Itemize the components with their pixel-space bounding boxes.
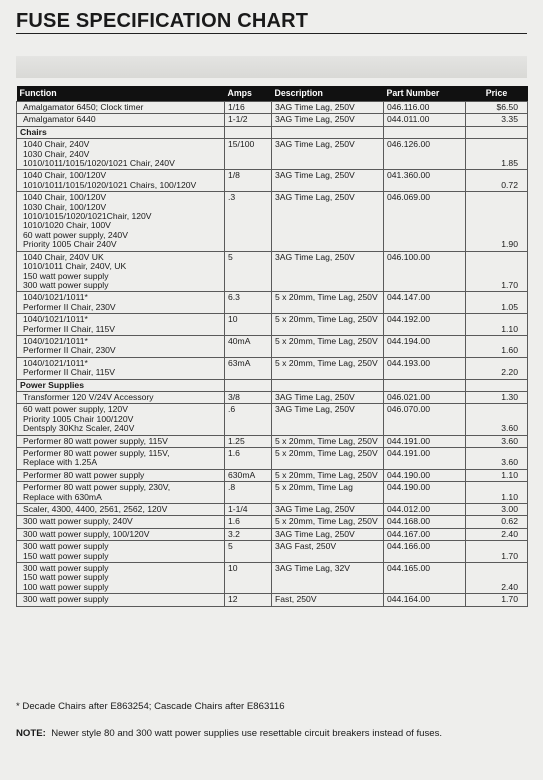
- cell-function: [17, 482, 225, 504]
- cell-price: 1.70: [466, 541, 528, 563]
- section-row: [17, 126, 528, 138]
- cell-function: [17, 404, 225, 435]
- fuse-spec-table: [16, 86, 528, 607]
- cell-function: [17, 435, 225, 447]
- cell-part-number: 044.194.00: [384, 335, 466, 357]
- function-line: Performer 80 watt power supply: [23, 469, 145, 480]
- cell-function: [17, 594, 225, 606]
- table-row: [17, 292, 528, 314]
- table-row: [17, 139, 528, 170]
- cell-amps: 1/16: [225, 102, 272, 114]
- table-row: [17, 594, 528, 606]
- cell-description: Fast, 250V: [272, 594, 384, 606]
- cell-description: 5 x 20mm, Time Lag, 250V: [272, 314, 384, 336]
- table-row: [17, 504, 528, 516]
- cell-price: 1.05: [466, 292, 528, 314]
- cell-function: [17, 335, 225, 357]
- cell-price: 0.72: [466, 170, 528, 192]
- function-line: Performer 80 watt power supply, 115V,: [23, 448, 170, 458]
- cell-description: 3AG Time Lag, 250V: [272, 504, 384, 516]
- function-line: 300 watt power supply: [23, 279, 109, 290]
- column-header-price: Price: [466, 86, 528, 102]
- function-line: Performer 80 watt power supply, 230V,: [23, 482, 171, 493]
- cell-part-number: 044.164.00: [384, 594, 466, 606]
- cell-function: [17, 528, 225, 540]
- cell-description: 3AG Time Lag, 250V: [272, 114, 384, 126]
- cell-description: 3AG Fast, 250V: [272, 541, 384, 563]
- function-line: Performer II Chair, 230V: [23, 301, 116, 312]
- cell-price: 1.30: [466, 391, 528, 403]
- cell-function: [17, 469, 225, 481]
- cell-description: 3AG Time Lag, 250V: [272, 192, 384, 251]
- cell-price: 3.60: [466, 404, 528, 435]
- column-header-amps: Amps: [225, 86, 272, 102]
- table-row: [17, 469, 528, 481]
- function-line: 1040 Chair, 240V: [23, 139, 90, 150]
- cell-price: 1.10: [466, 314, 528, 336]
- cell-function: [17, 541, 225, 563]
- function-line: Transformer 120 V/24V Accessory: [23, 391, 154, 402]
- cell-amps: 10: [225, 563, 272, 594]
- section-label: Power Supplies: [17, 379, 225, 391]
- empty-cell: [272, 126, 384, 138]
- table-row: [17, 335, 528, 357]
- empty-cell: [466, 126, 528, 138]
- cell-description: 3AG Time Lag, 250V: [272, 391, 384, 403]
- cell-description: 3AG Time Lag, 250V: [272, 170, 384, 192]
- column-header-description: Description: [272, 86, 384, 102]
- function-line: 1040 Chair, 100/120V: [23, 170, 107, 181]
- cell-part-number: 044.193.00: [384, 357, 466, 379]
- cell-part-number: 044.191.00: [384, 435, 466, 447]
- cell-function: [17, 192, 225, 251]
- table-row: [17, 192, 528, 251]
- function-line: 1010/1011/1015/1020/1021 Chairs, 100/120V: [23, 179, 197, 190]
- section-row: [17, 379, 528, 391]
- table-row: [17, 314, 528, 336]
- cell-description: 3AG Time Lag, 250V: [272, 404, 384, 435]
- cell-description: 5 x 20mm, Time Lag, 250V: [272, 469, 384, 481]
- cell-part-number: 044.012.00: [384, 504, 466, 516]
- cell-part-number: 041.360.00: [384, 170, 466, 192]
- function-line: Priority 1005 Chair 100/120V: [23, 413, 134, 424]
- table-row: [17, 563, 528, 594]
- cell-part-number: 046.100.00: [384, 251, 466, 292]
- cell-function: [17, 563, 225, 594]
- page-title: FUSE SPECIFICATION CHART: [16, 10, 309, 32]
- table-body: [17, 102, 528, 607]
- function-line: 60 watt power supply, 120V: [23, 404, 128, 415]
- cell-price: 1.90: [466, 192, 528, 251]
- empty-cell: [272, 379, 384, 391]
- note: [16, 728, 442, 739]
- title-divider: [16, 33, 527, 34]
- function-line: Performer 80 watt power supply, 115V: [23, 435, 168, 446]
- table-row: [17, 448, 528, 470]
- function-line: 1030 Chair, 240V: [23, 148, 90, 159]
- note-text: Newer style 80 and 300 watt power supplies use resettable circuit breakers instead of fuses.: [51, 728, 443, 739]
- cell-part-number: 044.167.00: [384, 528, 466, 540]
- function-line: 1010/1011 Chair, 240V, UK: [23, 261, 127, 272]
- cell-description: 5 x 20mm, Time Lag, 250V: [272, 357, 384, 379]
- cell-function: [17, 170, 225, 192]
- table-row: [17, 357, 528, 379]
- cell-function: [17, 292, 225, 314]
- cell-part-number: 046.069.00: [384, 192, 466, 251]
- cell-amps: 5: [225, 251, 272, 292]
- cell-amps: 1.25: [225, 435, 272, 447]
- cell-price: $6.50: [466, 102, 528, 114]
- function-line: 100 watt power supply: [23, 581, 109, 592]
- table-row: [17, 541, 528, 563]
- cell-price: 1.70: [466, 251, 528, 292]
- table-row: [17, 114, 528, 126]
- table-header-row: [17, 86, 528, 102]
- cell-description: 5 x 20mm, Time Lag: [272, 482, 384, 504]
- cell-description: 5 x 20mm, Time Lag, 250V: [272, 435, 384, 447]
- cell-amps: .3: [225, 192, 272, 251]
- cell-price: 3.35: [466, 114, 528, 126]
- cell-function: [17, 357, 225, 379]
- function-line: Performer II Chair, 115V: [23, 323, 116, 334]
- function-line: 300 watt power supply: [23, 563, 109, 574]
- cell-part-number: 044.147.00: [384, 292, 466, 314]
- function-line: Performer II Chair, 230V: [23, 345, 116, 356]
- function-line: 1030 Chair, 100/120V: [23, 201, 107, 212]
- cell-price: 1.70: [466, 594, 528, 606]
- cell-function: [17, 516, 225, 528]
- cell-part-number: 046.070.00: [384, 404, 466, 435]
- note-label: NOTE:: [16, 728, 46, 739]
- cell-description: 5 x 20mm, Time Lag, 250V: [272, 516, 384, 528]
- function-line: Performer II Chair, 115V: [23, 367, 116, 378]
- cell-description: 5 x 20mm, Time Lag, 250V: [272, 448, 384, 470]
- cell-amps: 630mA: [225, 469, 272, 481]
- cell-part-number: 044.168.00: [384, 516, 466, 528]
- cell-amps: 15/100: [225, 139, 272, 170]
- function-line: Replace with 1.25A: [23, 457, 98, 468]
- function-line: 300 watt power supply, 100/120V: [23, 528, 150, 539]
- table-row: [17, 404, 528, 435]
- cell-function: [17, 391, 225, 403]
- cell-description: 3AG Time Lag, 250V: [272, 139, 384, 170]
- cell-amps: 1/8: [225, 170, 272, 192]
- cell-price: 2.40: [466, 563, 528, 594]
- cell-description: 3AG Time Lag, 250V: [272, 251, 384, 292]
- function-line: Amalgamator 6450; Clock timer: [23, 102, 144, 112]
- cell-part-number: 044.165.00: [384, 563, 466, 594]
- cell-part-number: 044.166.00: [384, 541, 466, 563]
- function-line: 1040/1021/1011*: [23, 314, 88, 325]
- function-line: 1010/1015/1020/1021Chair, 120V: [23, 211, 152, 222]
- table-row: [17, 516, 528, 528]
- table-row: [17, 528, 528, 540]
- function-line: 1040/1021/1011*: [23, 292, 88, 303]
- cell-amps: 10: [225, 314, 272, 336]
- function-line: 1040/1021/1011*: [23, 357, 88, 368]
- cell-part-number: 044.191.00: [384, 448, 466, 470]
- function-line: 1040/1021/1011*: [23, 335, 88, 346]
- function-line: 1040 Chair, 240V UK: [23, 251, 104, 262]
- cell-amps: 63mA: [225, 357, 272, 379]
- cell-part-number: 046.021.00: [384, 391, 466, 403]
- cell-price: 1.60: [466, 335, 528, 357]
- function-line: 300 watt power supply: [23, 594, 109, 605]
- cell-price: 3.60: [466, 435, 528, 447]
- cell-part-number: 044.192.00: [384, 314, 466, 336]
- table-row: [17, 251, 528, 292]
- function-line: 1010/1011/1015/1020/1021 Chair, 240V: [23, 158, 175, 169]
- function-line: Scaler, 4300, 4400, 2561, 2562, 120V: [23, 504, 168, 515]
- cell-function: [17, 114, 225, 126]
- cell-amps: 1.6: [225, 516, 272, 528]
- function-line: 60 watt power supply, 240V: [23, 229, 128, 240]
- empty-cell: [384, 379, 466, 391]
- cell-price: 1.85: [466, 139, 528, 170]
- column-header-part-number: Part Number: [384, 86, 466, 102]
- cell-price: 3.60: [466, 448, 528, 470]
- function-line: Priority 1005 Chair 240V: [23, 239, 117, 250]
- function-line: 1010/1020 Chair, 100V: [23, 220, 111, 231]
- table-row: [17, 435, 528, 447]
- table-row: [17, 391, 528, 403]
- cell-amps: 1-1/4: [225, 504, 272, 516]
- cell-function: [17, 251, 225, 292]
- function-line: 1040 Chair, 100/120V: [23, 192, 107, 203]
- function-line: 300 watt power supply: [23, 541, 109, 552]
- table-row: [17, 482, 528, 504]
- cell-price: 3.00: [466, 504, 528, 516]
- cell-amps: 5: [225, 541, 272, 563]
- cell-description: 3AG Time Lag, 250V: [272, 528, 384, 540]
- bleed-through-strip: [16, 56, 527, 78]
- empty-cell: [225, 379, 272, 391]
- cell-price: 0.62: [466, 516, 528, 528]
- cell-price: 2.40: [466, 528, 528, 540]
- cell-description: 3AG Time Lag, 250V: [272, 102, 384, 114]
- cell-amps: 40mA: [225, 335, 272, 357]
- cell-part-number: 044.190.00: [384, 482, 466, 504]
- function-line: 300 watt power supply, 240V: [23, 516, 133, 527]
- cell-price: 1.10: [466, 482, 528, 504]
- section-label: Chairs: [17, 126, 225, 138]
- function-line: Dentsply 30Khz Scaler, 240V: [23, 423, 135, 434]
- cell-amps: .8: [225, 482, 272, 504]
- cell-part-number: 044.011.00: [384, 114, 466, 126]
- footnote: * Decade Chairs after E863254; Cascade Chairs after E863116: [16, 701, 285, 712]
- cell-function: [17, 102, 225, 114]
- cell-part-number: 044.190.00: [384, 469, 466, 481]
- cell-price: 1.10: [466, 469, 528, 481]
- cell-part-number: 046.116.00: [384, 102, 466, 114]
- cell-function: [17, 314, 225, 336]
- empty-cell: [384, 126, 466, 138]
- column-header-function: Function: [17, 86, 225, 102]
- cell-description: 3AG Time Lag, 32V: [272, 563, 384, 594]
- cell-amps: 6.3: [225, 292, 272, 314]
- cell-description: 5 x 20mm, Time Lag, 250V: [272, 335, 384, 357]
- table-row: [17, 170, 528, 192]
- cell-function: [17, 504, 225, 516]
- cell-amps: .6: [225, 404, 272, 435]
- function-line: Amalgamator 6440: [23, 114, 96, 125]
- cell-function: [17, 139, 225, 170]
- cell-amps: 1.6: [225, 448, 272, 470]
- function-line: 150 watt power supply: [23, 550, 109, 561]
- cell-amps: 1-1/2: [225, 114, 272, 126]
- table-row: [17, 102, 528, 114]
- function-line: Replace with 630mA: [23, 491, 102, 502]
- function-line: 150 watt power supply: [23, 270, 109, 281]
- cell-amps: 3/8: [225, 391, 272, 403]
- function-line: 150 watt power supply: [23, 572, 109, 583]
- cell-description: 5 x 20mm, Time Lag, 250V: [272, 292, 384, 314]
- cell-part-number: 046.126.00: [384, 139, 466, 170]
- cell-amps: 3.2: [225, 528, 272, 540]
- cell-price: 2.20: [466, 357, 528, 379]
- empty-cell: [225, 126, 272, 138]
- cell-function: [17, 448, 225, 470]
- empty-cell: [466, 379, 528, 391]
- cell-amps: 12: [225, 594, 272, 606]
